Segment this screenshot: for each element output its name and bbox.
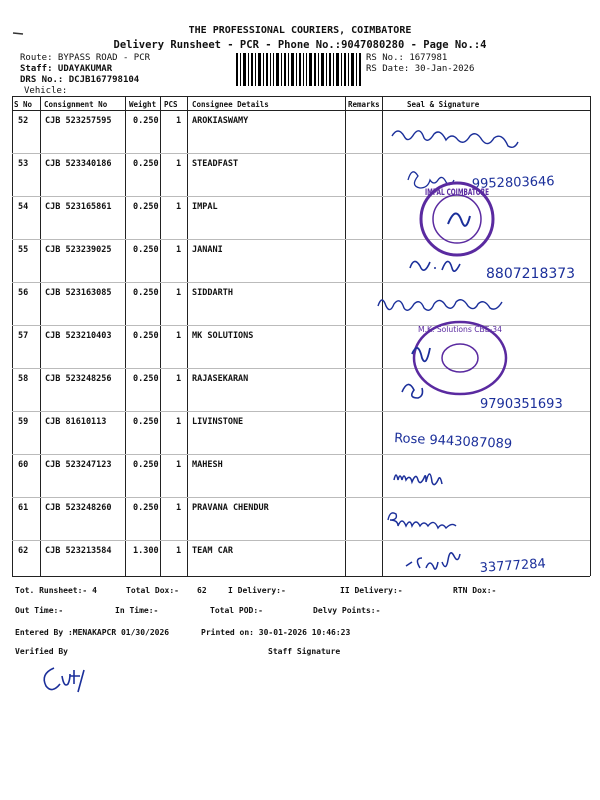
total-dox-label: Total Dox:- <box>126 586 179 595</box>
entered-by: Entered By :MENAKAPCR 01/30/2026 <box>15 628 170 637</box>
cell-pcs: 1 <box>176 503 182 513</box>
cell-weight: 0.250 <box>133 202 159 212</box>
table-row <box>0 326 600 368</box>
runsheet-subtitle: Delivery Runsheet - PCR - Phone No.:9047080280 - Page No.:4 <box>113 39 487 51</box>
signature-siddarth <box>372 288 552 320</box>
total-pod: Total POD:- <box>210 606 263 615</box>
cell-pcs: 1 <box>176 202 182 212</box>
signature-arokiaswamy <box>388 122 548 162</box>
cell-consignment: CJB 523210403 <box>45 331 112 341</box>
vehicle-label: Vehicle: <box>24 86 68 96</box>
handwritten-phone: 9952803646 <box>471 174 555 192</box>
cell-weight: 1.300 <box>133 546 159 556</box>
col-consignee: Consignee Details <box>192 100 269 109</box>
verified-by: Verified By <box>15 647 68 656</box>
signature-livinstone <box>394 422 584 452</box>
cell-pcs: 1 <box>176 460 182 470</box>
cell-sno: 59 <box>18 417 29 427</box>
barcode <box>236 53 361 86</box>
cell-consignment: CJB 523248260 <box>45 503 112 513</box>
handwritten-phone: 8807218373 <box>486 266 576 282</box>
signature-mahesh <box>392 460 492 490</box>
cell-consignee: RAJASEKARAN <box>192 374 249 384</box>
cell-consignee: SIDDARTH <box>192 288 233 298</box>
col-consignment: Consignment No <box>44 100 108 109</box>
rs-date: RS Date: 30-Jan-2026 <box>366 64 475 74</box>
cell-consignee: LIVINSTONE <box>192 417 244 427</box>
cell-pcs: 1 <box>176 331 182 341</box>
cell-pcs: 1 <box>176 116 182 126</box>
cell-pcs: 1 <box>176 245 182 255</box>
cell-consignment: CJB 523247123 <box>45 460 112 470</box>
printed-on: Printed on: 30-01-2026 10:46:23 <box>201 628 351 637</box>
drs-label: DRS No.: DCJB167798104 <box>20 75 140 85</box>
cell-consignment: CJB 523239025 <box>45 245 112 255</box>
signature-janani <box>406 248 586 284</box>
cell-consignee: PRAVANA CHENDUR <box>192 503 269 513</box>
cell-sno: 53 <box>18 159 29 169</box>
cell-weight: 0.250 <box>133 417 159 427</box>
route-label: Route: BYPASS ROAD - PCR <box>20 53 151 63</box>
cell-sno: 60 <box>18 460 29 470</box>
col-remarks: Remarks <box>348 100 380 109</box>
cell-consignee: AROKIASWAMY <box>192 116 249 126</box>
table-row <box>0 197 600 239</box>
cell-consignee: MK SOLUTIONS <box>192 331 254 341</box>
i-delivery: I Delivery:- <box>228 586 286 595</box>
cell-weight: 0.250 <box>133 288 159 298</box>
cell-consignee: TEAM CAR <box>192 546 233 556</box>
cell-weight: 0.250 <box>133 245 159 255</box>
cell-sno: 54 <box>18 202 29 212</box>
cell-pcs: 1 <box>176 288 182 298</box>
cell-consignment: CJB 523248256 <box>45 374 112 384</box>
cell-weight: 0.250 <box>133 159 159 169</box>
cell-consignment: CJB 523163085 <box>45 288 112 298</box>
cell-consignee: IMPAL <box>192 202 218 212</box>
cell-weight: 0.250 <box>133 460 159 470</box>
rtn-dox: RTN Dox:- <box>453 586 497 595</box>
cell-pcs: 1 <box>176 159 182 169</box>
cell-pcs: 1 <box>176 374 182 384</box>
cell-consignee: MAHESH <box>192 460 223 470</box>
rs-number: RS No.: 1677981 <box>366 53 448 63</box>
handwritten-phone: 9790351693 <box>480 397 563 412</box>
cell-pcs: 1 <box>176 546 182 556</box>
cell-consignment: CJB 81610113 <box>45 417 107 427</box>
impal-stamp <box>418 180 496 258</box>
cell-consignment: CJB 523165861 <box>45 202 112 212</box>
handwritten-note: Rose 9443087089 <box>393 431 513 453</box>
cell-sno: 61 <box>18 503 29 513</box>
company-title: THE PROFESSIONAL COURIERS, COIMBATORE <box>188 25 412 36</box>
signature-rajasekaran <box>398 376 578 412</box>
tot-runsheet: Tot. Runsheet:- 4 <box>15 586 97 595</box>
handwritten-note: 33777284 <box>479 556 547 576</box>
verifier-signature <box>40 662 110 696</box>
cell-weight: 0.250 <box>133 503 159 513</box>
cell-sno: 62 <box>18 546 29 556</box>
cell-consignment: CJB 523340186 <box>45 159 112 169</box>
cell-sno: 57 <box>18 331 29 341</box>
total-dox-value: 62 <box>197 586 207 595</box>
out-time: Out Time:- <box>15 606 64 615</box>
impal-stamp-text: IMPAL COIMBATORE <box>425 188 489 198</box>
cell-consignment: CJB 523213584 <box>45 546 112 556</box>
col-sno: S No <box>14 100 33 109</box>
table-row <box>0 498 600 540</box>
mk-stamp-text: M.K. Solutions CBE-34 <box>418 325 502 334</box>
cell-sno: 52 <box>18 116 29 126</box>
cell-consignee: JANANI <box>192 245 223 255</box>
signature-team-car <box>398 548 588 580</box>
cell-sno: 56 <box>18 288 29 298</box>
staff-label: Staff: UDAYAKUMAR <box>20 64 113 74</box>
delvy-points: Delvy Points:- <box>313 606 381 615</box>
in-time: In Time:- <box>115 606 159 615</box>
signature-pravana <box>384 506 494 532</box>
col-pcs: PCS <box>164 100 178 109</box>
col-seal: Seal & Signature <box>407 100 480 109</box>
table-row <box>0 455 600 497</box>
col-weight: Weight <box>129 100 157 109</box>
pen-mark <box>12 30 26 36</box>
cell-sno: 55 <box>18 245 29 255</box>
table-top-rule <box>12 96 590 97</box>
cell-weight: 0.250 <box>133 116 159 126</box>
ii-delivery: II Delivery:- <box>340 586 403 595</box>
cell-consignment: CJB 523257595 <box>45 116 112 126</box>
cell-consignee: STEADFAST <box>192 159 239 169</box>
staff-signature-label: Staff Signature <box>268 647 341 656</box>
cell-sno: 58 <box>18 374 29 384</box>
cell-weight: 0.250 <box>133 331 159 341</box>
cell-weight: 0.250 <box>133 374 159 384</box>
cell-pcs: 1 <box>176 417 182 427</box>
